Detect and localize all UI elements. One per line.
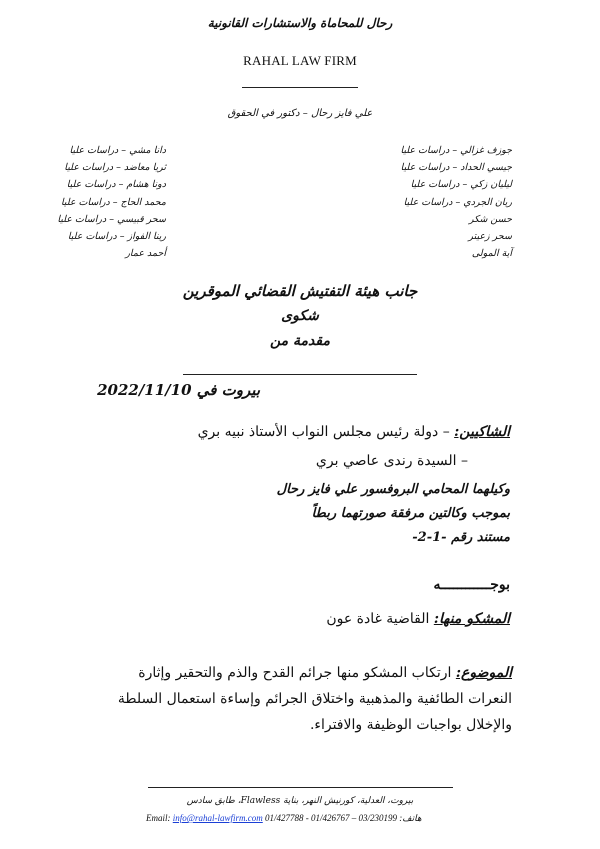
versus-heading: بوجــــــــــــه: [433, 577, 510, 593]
staff-member: رينا الفواز – دراسات عليا: [67, 230, 166, 242]
staff-list-right: [400, 142, 512, 262]
staff-member: دونا هشام – دراسات عليا: [66, 179, 166, 191]
staff-member: محمد الحاج – دراسات عليا: [60, 196, 166, 208]
staff-member: ليليان زكي – دراسات عليا: [410, 179, 512, 191]
staff-member: آية المولى: [471, 248, 512, 260]
agent-block: [277, 478, 510, 550]
agent-line: مستند رقم -1-2-: [412, 530, 510, 545]
staff-member: أحمد عمار: [125, 248, 166, 260]
complainant-1: – دولة رئيس مجلس النواب الأستاذ نبيه بري: [197, 424, 450, 440]
defendant-name: القاضية غادة عون: [326, 611, 430, 627]
staff-member: سحر قبيسي – دراسات عليا: [57, 213, 166, 225]
document-type: شكوى: [281, 308, 319, 324]
phone-numbers: 01/427788 - 01/426767 – 03/230199 :هاتف: [262, 813, 422, 823]
submitted-by: مقدمة من: [270, 333, 330, 349]
addressee-title: جانب هيئة التفتيش القضائي الموقرين: [182, 282, 418, 300]
footer-divider: [148, 787, 453, 788]
agent-line: وكيلهما المحامي البروفسور علي فايز رحال: [276, 482, 510, 497]
title-divider: [183, 374, 417, 375]
staff-member: سحر زعيتر: [468, 230, 512, 242]
subject-label: الموضوع:: [455, 665, 512, 681]
email-prefix: Email:: [146, 813, 173, 823]
email-link[interactable]: info@rahal-lawfirm.com: [172, 813, 263, 823]
staff-member: جوزف غزالي – دراسات عليا: [400, 145, 512, 156]
header-divider: [242, 87, 358, 88]
firm-arabic-name: رحال للمحاماة والاستشارات القانونية: [207, 16, 393, 30]
staff-member: ريان الجردي – دراسات عليا: [403, 196, 512, 208]
staff-member: دانا مشي – دراسات عليا: [69, 145, 166, 156]
firm-english-name: RAHAL LAW FIRM: [243, 53, 357, 68]
defendant-label: المشكو منها:: [433, 611, 510, 627]
staff-member: حسن شكر: [468, 213, 512, 225]
staff-list-left: [57, 142, 166, 262]
footer-address: بيروت، العدلية، كورنيش النهر، بناية Flawless، طابق سادس: [186, 796, 414, 806]
complainants-label: الشاكيين:: [454, 424, 510, 440]
staff-member: ثريا معاضد – دراسات عليا: [64, 162, 166, 174]
complainant-2: – السيدة رندى عاصي بري: [315, 453, 468, 469]
subject-text: ارتكاب المشكو منها جرائم القدح والذم والتحقير وإثارة النعرات الطائفية والمذهبية واختلاق الجرائم وإساءة استعمال السلطة والإخلال بواجبات الوظيفة والافتراء.: [117, 665, 512, 733]
complainants-line: [198, 424, 510, 440]
document-date: بيروت في 2022/11/10: [97, 381, 260, 399]
footer-contact: [146, 813, 422, 824]
subject-paragraph: [90, 660, 512, 738]
defendant-line: [326, 611, 510, 627]
staff-member: جيسي الحداد – دراسات عليا: [400, 162, 512, 174]
lead-lawyer: علي فايز رحال – دكتور في الحقوق: [227, 108, 373, 119]
agent-line: بموجب وكالتين مرفقة صورتهما ربطاً: [311, 506, 510, 521]
